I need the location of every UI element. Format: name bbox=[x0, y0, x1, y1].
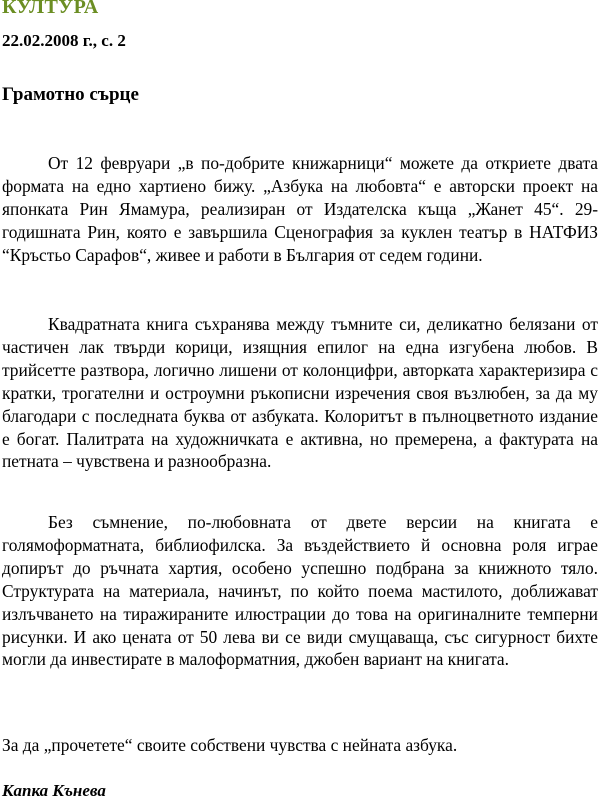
source-section-label: КУЛТУРА bbox=[2, 0, 99, 18]
article-author: Капка Кънева bbox=[2, 781, 106, 800]
article-paragraph-2: Квадратната книга съхранява между тъмните си, деликатно белязани от частичен лак твърди корици, изящния епилог на една изгубена любов. В трийсетте разтвора, логично лишени от колонцифри, авторката характеризира с кратки, трогателни и остроумни ръкописни изречения своя възлюбен, за да му благодари с последната буква от азбуката. Колоритът в пълноцветното издание е богат. Палитрата на художничката е активна, но премерена, а фактурата на петната – чувствена и разнообразна. bbox=[2, 314, 598, 472]
article-paragraph-3: Без съмнение, по-любовната от двете версии на книгата е голямоформатната, библиофилска. За въздействието й основна роля играе допирът до ръчната хартия, особено успешно подбрана за книжното тяло. Структурата на материала, начинът, по който поема мастилото, доближават излъчването на тиражираните илюстрации до това на оригиналните темперни рисунки. И ако цената от 50 лева ви се види смущаваща, със сигурност бихте могли да инвестирате в малоформатния, джобен вариант на книгата. bbox=[2, 512, 598, 670]
article-paragraph-1: От 12 февруари „в по-добрите книжарници“ можете да откриете двата формата на едно хартиено бижу. „Азбука на любовта“ е авторски проект на японката Рин Ямамура, реализиран от Издателска къща „Жанет 45“. 29-годишната Рин, която е завършила Сценография за куклен театър в НАТФИЗ “Кръстьо Сарафов“, живее и работи в България от седем години. bbox=[2, 153, 598, 265]
article-headline: Грамотно сърце bbox=[2, 84, 139, 105]
article-paragraph-4: За да „прочетете“ своите собствени чувства с нейната азбука. bbox=[2, 735, 458, 755]
publication-dateline: 22.02.2008 г., с. 2 bbox=[2, 31, 126, 50]
